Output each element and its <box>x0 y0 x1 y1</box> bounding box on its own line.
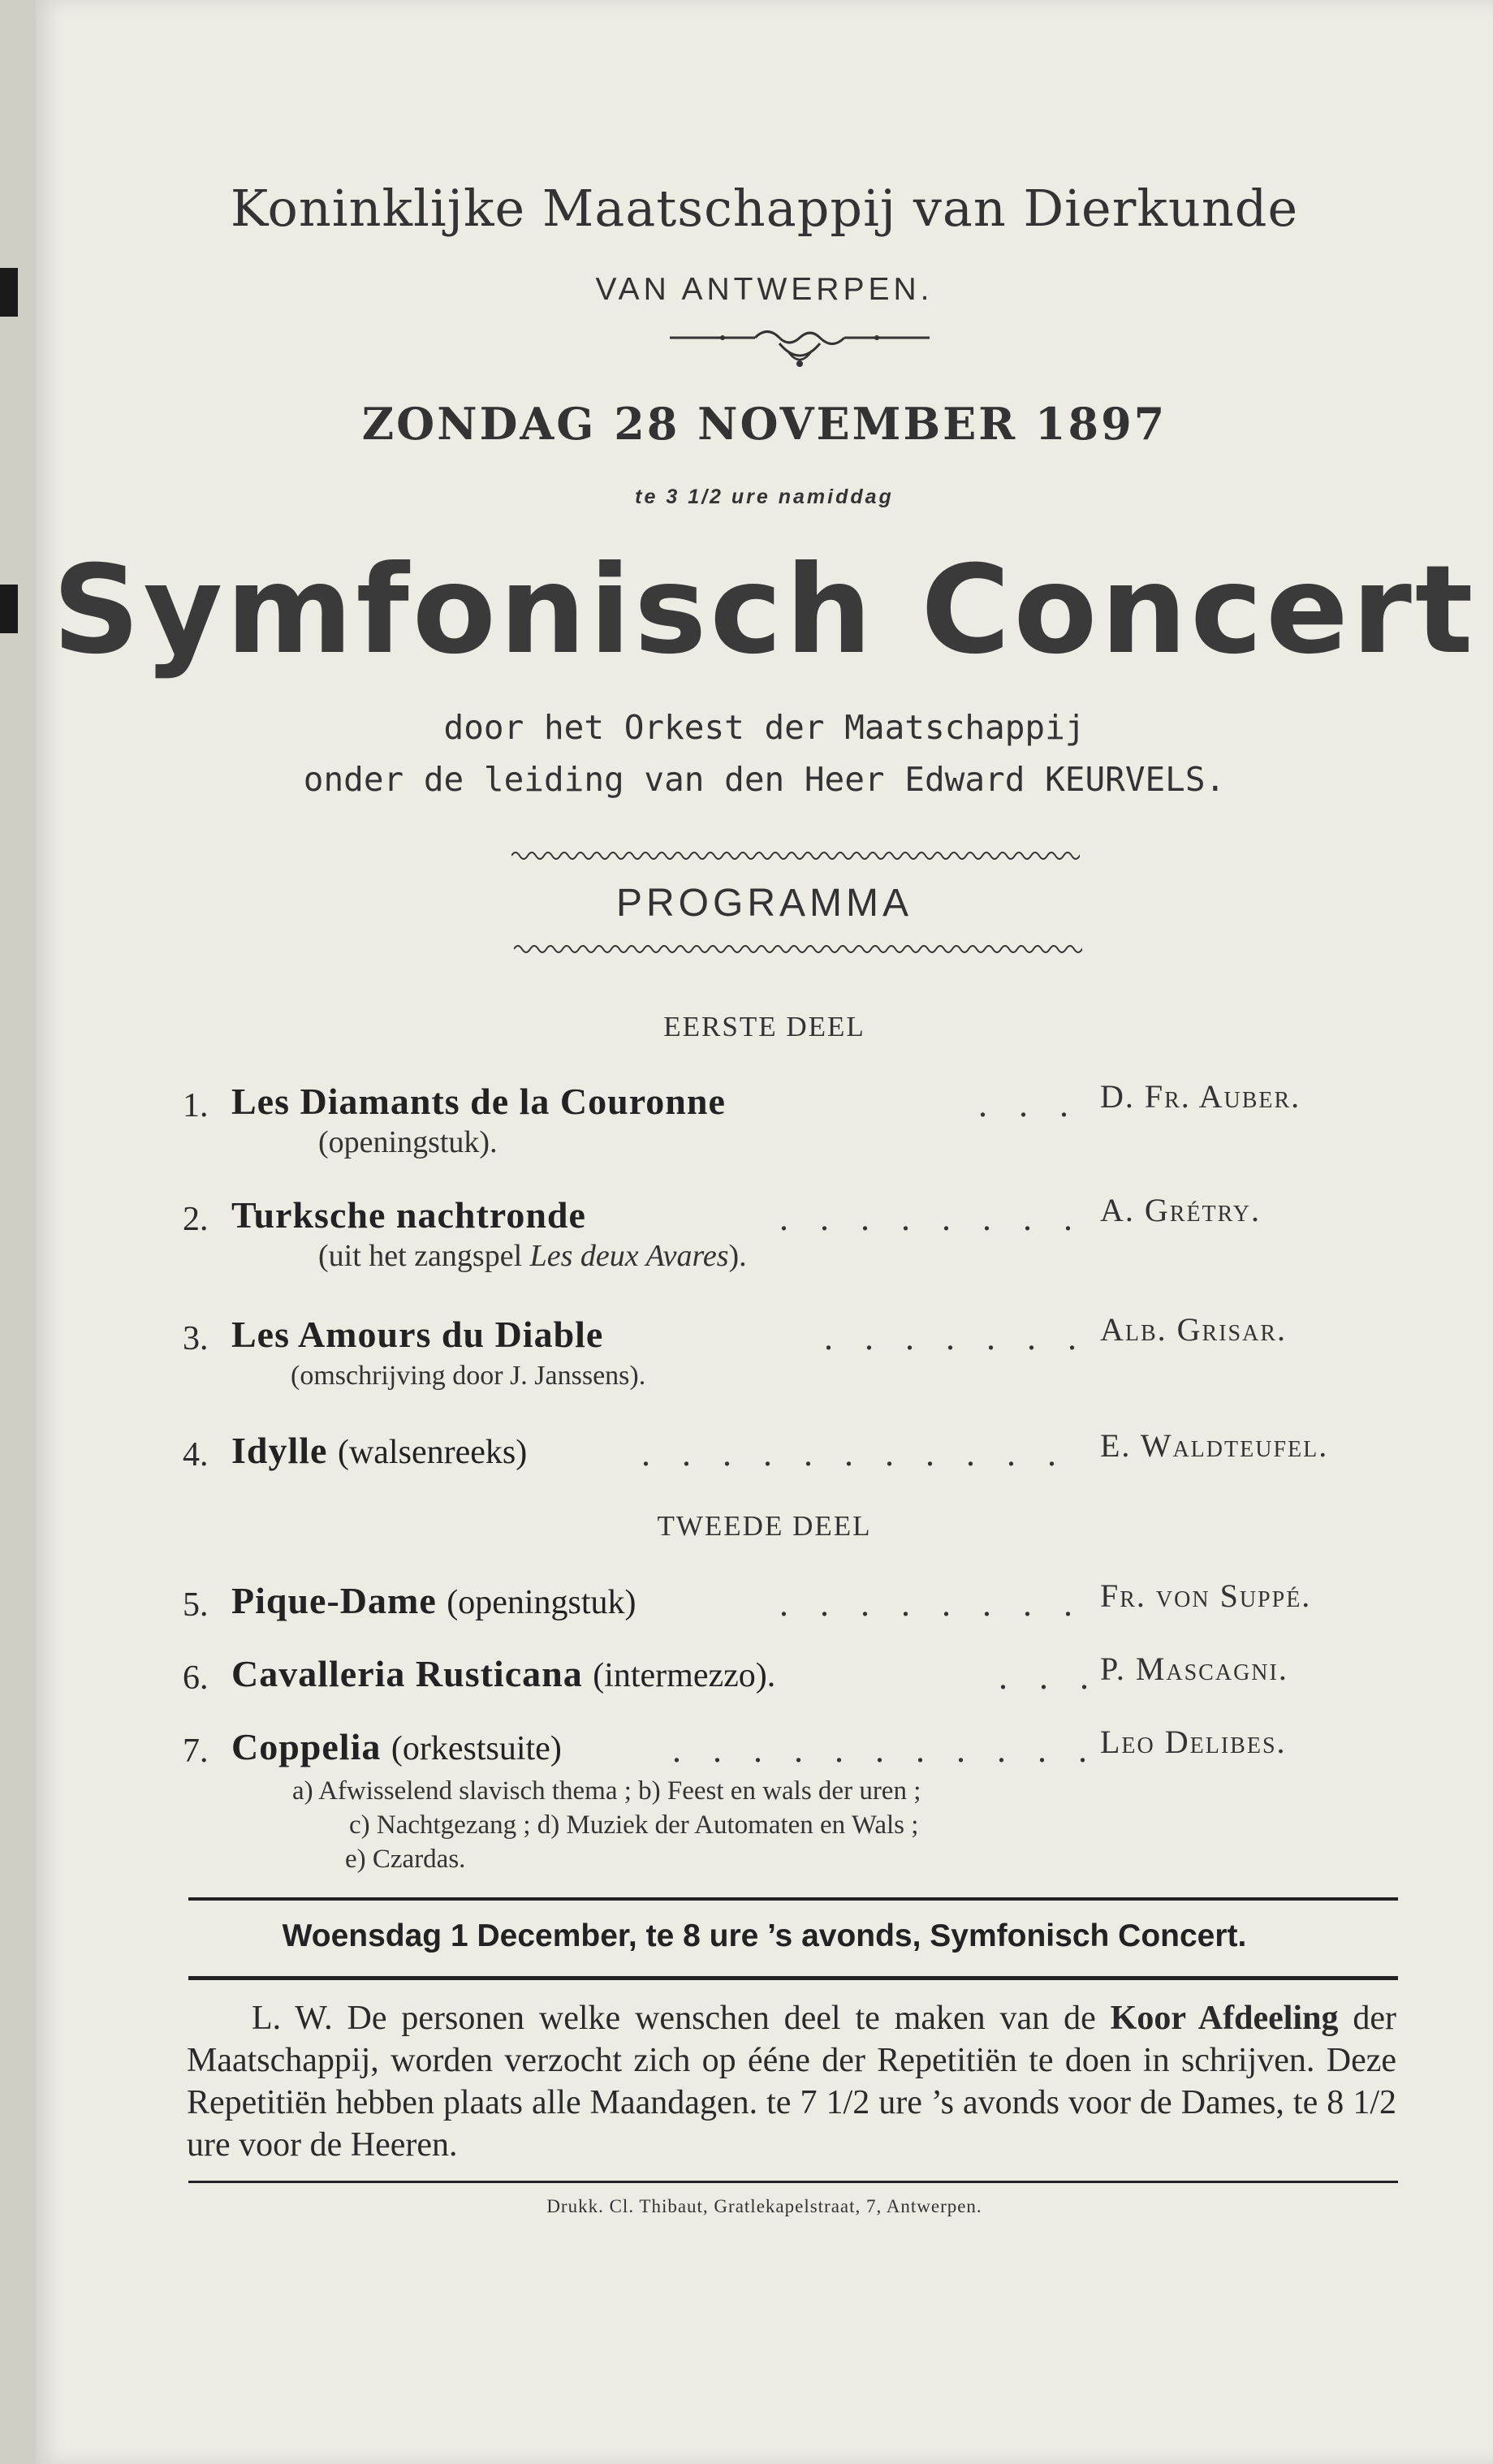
divider-rule <box>188 1976 1398 1980</box>
leader-dots: . . . . . . . . . . . <box>672 1730 1098 1770</box>
item-composer: Leo Delibes. <box>1100 1724 1287 1760</box>
binding-edge <box>0 0 38 2464</box>
item-composer: D. Fr. Auber. <box>1100 1078 1301 1115</box>
item-title: Les Amours du Diable <box>231 1314 604 1355</box>
part-one-heading: EERSTE DEEL <box>663 1011 865 1042</box>
item-title: Turksche nachtronde <box>231 1194 586 1236</box>
item-number: 6. <box>183 1659 209 1697</box>
ornament-divider <box>666 323 934 373</box>
concert-title: Symfonisch Concert <box>52 540 1477 681</box>
divider-rule <box>188 2181 1398 2183</box>
conductor-line: onder de leiding van den Heer Edward KEURVELS. <box>303 760 1226 799</box>
leader-dots: . . . . . . . . <box>779 1198 1084 1238</box>
item-title: Cavalleria Rusticana (intermezzo). <box>231 1653 776 1694</box>
item-title: Pique-Dame (openingstuk) <box>231 1580 636 1621</box>
item-composer: A. Grétry. <box>1100 1192 1262 1228</box>
item-note: (uit het zangspel Les deux Avares). <box>318 1239 747 1273</box>
leader-dots: . . . . . . . . <box>779 1584 1084 1624</box>
leader-dots: . . . <box>978 1085 1080 1124</box>
item-composer: Alb. Grisar. <box>1100 1311 1288 1348</box>
item-composer: Fr. von Suppé. <box>1100 1577 1312 1614</box>
suite-part-line: e) Czardas. <box>345 1845 466 1874</box>
item-number: 1. <box>183 1087 209 1124</box>
suite-part-line: a) Afwisselend slavisch thema ; b) Feest en wals der uren ; <box>292 1776 921 1806</box>
binding-mark <box>0 585 18 633</box>
orchestra-line: door het Orkest der Maatschappij <box>443 708 1085 747</box>
item-number: 5. <box>183 1586 209 1624</box>
binding-mark <box>0 268 18 317</box>
item-composer: E. Waldteufel. <box>1100 1427 1329 1464</box>
item-title: Coppelia (orkestsuite) <box>231 1726 562 1767</box>
item-note: (openingstuk). <box>318 1125 498 1159</box>
wavy-rule-bottom <box>514 942 1082 956</box>
item-number: 2. <box>183 1201 209 1238</box>
suite-part-line: c) Nachtgezang ; d) Muziek der Automaten en Wals ; <box>349 1810 919 1840</box>
item-note: (omschrijving door J. Janssens). <box>291 1361 646 1391</box>
item-number: 7. <box>183 1733 209 1770</box>
divider-rule <box>188 1897 1398 1901</box>
leader-dots: . . . . . . . . . . . <box>641 1434 1068 1474</box>
concert-date: ZONDAG 28 NOVEMBER 1897 <box>361 398 1167 450</box>
item-number: 3. <box>183 1320 209 1357</box>
printer-credit: Drukk. Cl. Thibaut, Gratlekapelstraat, 7, Antwerpen. <box>546 2196 982 2216</box>
choir-announcement: L. W. De personen welke wenschen deel te maken van de Koor Afdeeling der Maatschappij, worden verzocht zich op ééne der Repetitiën te doen in schrijven. Deze Repetitiën hebben plaats alle Maandagen. te 7 1/2 ure ’s avonds voor de Dames, te 8 1/2 ure voor de Heeren. <box>187 2000 1397 2164</box>
item-composer: P. Mascagni. <box>1100 1651 1288 1687</box>
item-number: 4. <box>183 1436 209 1474</box>
item-title: Idylle (walsenreeks) <box>231 1430 528 1471</box>
society-city: VAN ANTWERPEN. <box>595 272 934 307</box>
item-title: Les Diamants de la Couronne <box>231 1081 726 1122</box>
society-name: Koninklijke Maatschappij van Dierkunde <box>230 179 1299 238</box>
wavy-rule-top <box>511 848 1080 863</box>
concert-time: te 3 1/2 ure namiddag <box>635 485 894 508</box>
program-heading: PROGRAMMA <box>615 882 913 925</box>
next-concert-notice: Woensdag 1 December, te 8 ure ’s avonds, Symfonisch Concert. <box>282 1918 1247 1953</box>
part-two-heading: TWEEDE DEEL <box>657 1510 872 1542</box>
leader-dots: . . . <box>999 1657 1100 1697</box>
leader-dots: . . . . . . . <box>824 1318 1088 1357</box>
